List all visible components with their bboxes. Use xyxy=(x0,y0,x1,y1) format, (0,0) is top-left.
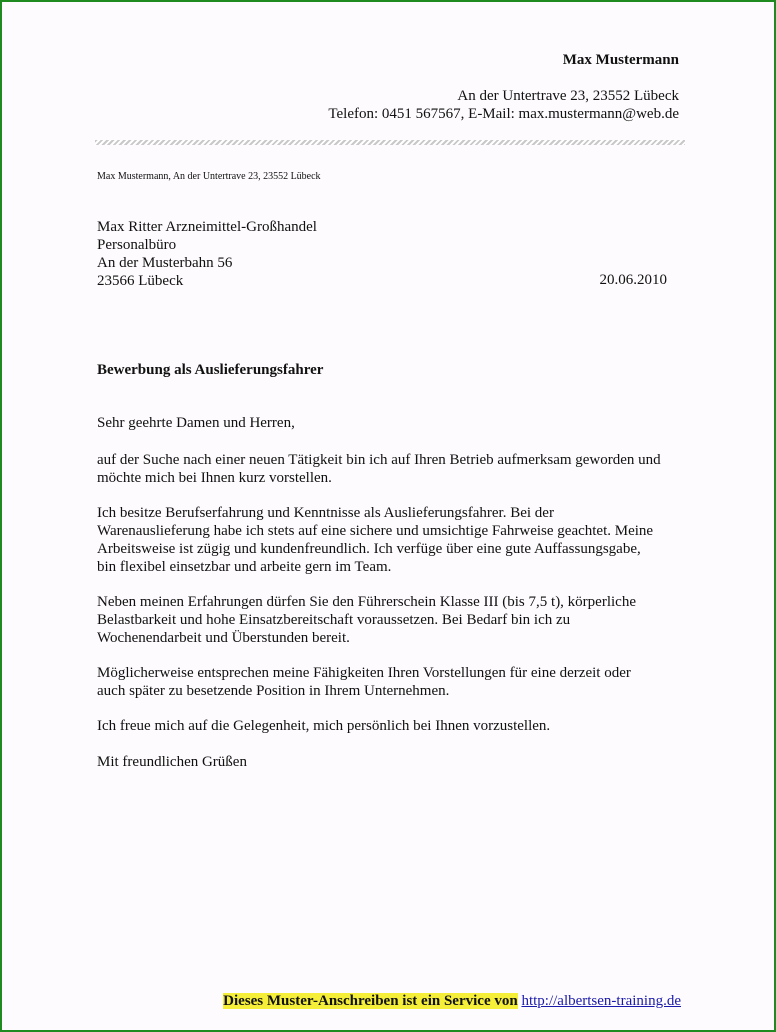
sender-address: An der Untertrave 23, 23552 Lübeck xyxy=(457,88,679,104)
sender-address-block xyxy=(328,87,679,123)
paragraph-2 xyxy=(97,504,697,576)
paragraph-line: möchte mich bei Ihnen kurz vorstellen. xyxy=(97,470,332,486)
paragraph-line: Belastbarkeit und hohe Einsatzbereitschaft voraussetzen. Bei Bedarf bin ich zu xyxy=(97,612,571,628)
paragraph-line: Ich freue mich auf die Gelegenheit, mich persönlich bei Ihnen vorzustellen. xyxy=(97,718,551,734)
paragraph-line: bin flexibel einsetzbar und arbeite gern im Team. xyxy=(97,559,392,575)
paragraph-line: Warenauslieferung habe ich stets auf eine sichere und umsichtige Fahrweise geachtet. Meine xyxy=(97,523,654,539)
paragraph-4 xyxy=(97,664,697,700)
paragraph-1 xyxy=(97,451,697,487)
salutation: Sehr geehrte Damen und Herren, xyxy=(97,415,295,431)
sender-name: Max Mustermann xyxy=(562,52,679,68)
paragraph-line: Neben meinen Erfahrungen dürfen Sie den Führerschein Klasse III (bis 7,5 t), körperliche xyxy=(97,594,636,610)
paragraph-line: Arbeitsweise ist zügig und kundenfreundlich. Ich verfüge über eine gute Auffassungsgabe, xyxy=(97,541,641,557)
header-divider xyxy=(95,140,685,145)
paragraph-line: Möglicherweise entsprechen meine Fähigkeiten Ihren Vorstellungen für eine derzeit oder xyxy=(97,665,631,681)
recipient-address xyxy=(97,218,317,290)
letter-date: 20.06.2010 xyxy=(599,272,667,288)
recipient-street: An der Musterbahn 56 xyxy=(97,255,233,271)
return-address-line: Max Mustermann, An der Untertrave 23, 23552 Lübeck xyxy=(97,171,321,182)
letter-subject: Bewerbung als Auslieferungsfahrer xyxy=(97,362,324,378)
paragraph-line: Wochenendarbeit und Überstunden bereit. xyxy=(97,630,350,646)
recipient-company: Max Ritter Arzneimittel-Großhandel xyxy=(97,219,317,235)
recipient-department: Personalbüro xyxy=(97,237,177,253)
paragraph-line: auf der Suche nach einer neuen Tätigkeit bin ich auf Ihren Betrieb aufmerksam geworden und xyxy=(97,452,661,468)
paragraph-line: Ich besitze Berufserfahrung und Kenntnisse als Auslieferungsfahrer. Bei der xyxy=(97,505,554,521)
closing: Mit freundlichen Grüßen xyxy=(97,754,247,770)
recipient-city: 23566 Lübeck xyxy=(97,273,184,289)
footer-link[interactable]: http://albertsen-training.de xyxy=(521,993,681,1009)
footer-service-text: Dieses Muster-Anschreiben ist ein Service von xyxy=(223,993,518,1009)
paragraph-5 xyxy=(97,717,697,735)
paragraph-line: auch später zu besetzende Position in Ihrem Unternehmen. xyxy=(97,683,450,699)
sender-contact: Telefon: 0451 567567, E-Mail: max.mustermann@web.de xyxy=(328,106,679,122)
paragraph-3 xyxy=(97,593,697,647)
footer-note xyxy=(223,993,681,1010)
